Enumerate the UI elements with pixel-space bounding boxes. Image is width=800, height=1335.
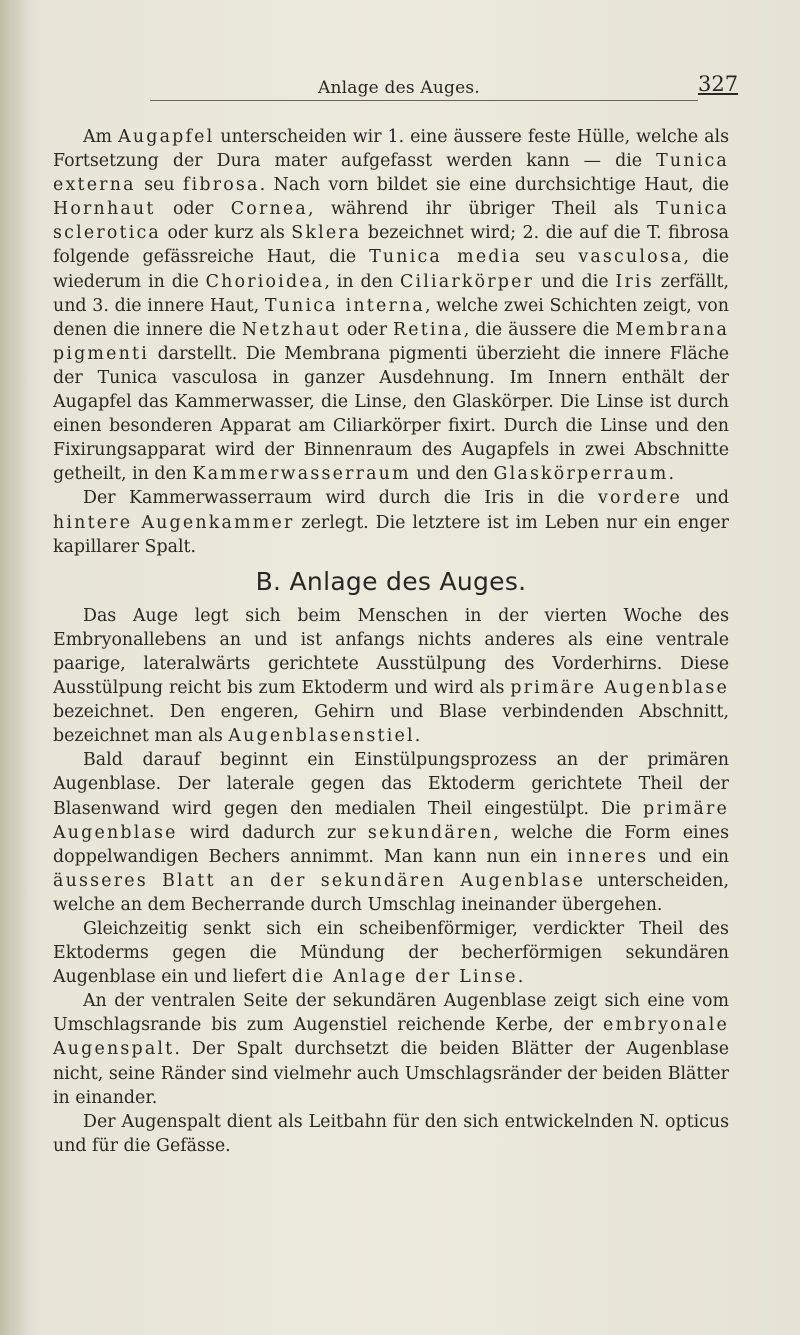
header-rule [150,100,698,101]
spaced-term: äusseres Blatt an der sekundären Augenblase [53,870,586,891]
text-run: oder [155,199,231,220]
spaced-term: vasculosa [578,247,684,268]
text-run: , die wiederum in die [53,247,729,292]
spaced-term: Chorioidea [205,271,325,292]
body-text [53,125,729,1158]
text-run: zerlegt. Die letztere ist im Leben nur ein enger kapillarer Spalt. [53,512,729,557]
text-run: seu [521,247,579,268]
text-run: Der Kammerwasserraum wird durch die Iris in die [83,488,598,509]
spaced-term: Glaskörperraum [493,464,669,485]
text-run: Gleichzeitig senkt sich ein scheibenförmiger, verdickter Theil des Ektoderms gegen die Mündung der becherförmigen sekundären Augenblase ein und liefert [53,919,729,988]
text-run: seu [135,175,183,196]
text-run: Der Augenspalt dient als Leitbahn für den sich entwickelnden N. opticus und für die Gefässe. [53,1111,729,1156]
text-run: , welche zwei Schichten zeigt, von denen die innere die [53,295,729,340]
spaced-term: embryonale Augenspalt [53,1015,729,1060]
paragraph-augenspalt [53,989,729,1109]
text-run: bezeichnet wird; 2. die auf die T. fibrosa folgende gefässreiche Haut, die [53,223,729,268]
spaced-term: Retina [393,319,464,340]
text-run: zerfällt, und 3. die innere Haut, [53,271,730,316]
spaced-term: fibrosa [182,175,260,196]
text-run: oder kurz als [160,223,292,244]
section-heading: B. Anlage des Auges. [255,566,527,596]
text-run: bezeichnet. Den engeren, Gehirn und Blase verbindenden Abschnitt, bezeichnet man als [53,702,729,747]
spaced-term: Cornea [230,199,308,220]
spaced-term: Netzhaut [241,319,341,340]
text-run: . [517,967,524,988]
text-run: , die äussere die [463,319,616,340]
text-run: . [668,464,675,485]
text-run: , welche die Form eines doppelwandigen Bechers annimmt. Man kann nun ein [53,822,729,867]
paragraph-embryonal-origin [53,604,729,749]
spaced-term: Hornhaut [53,199,156,220]
text-run: Das Auge legt sich beim Menschen in der vierten Woche des Embryonallebens an und ist anfangs nichts anderes als eine ventrale paarige, lateralwärts gerichtete Ausstülpung des Vorderhirns. Diese Ausstülpung reicht bis zum Ektoderm und wird als [53,605,729,699]
text-run: und die [534,271,616,292]
text-run: , in den [324,271,400,292]
text-run: An der ventralen Seite der sekundären Augenblase zeigt sich eine vom Umschlagsrande bis zum Augenstiel reichende Kerbe, der [53,991,729,1036]
paragraph-augapfel-layers [53,125,729,486]
text-run: darstellt. Die Membrana pigmenti überzieht die innere Fläche der Tunica vasculosa in ganzer Ausdehnung. Im Innern enthält der Augapfel das Kammerwasser, die Linse, den Glaskörper. Die Linse ist durch einen besonderen Apparat am Ciliarkörper fixirt. Durch die Linse und den Fixirungsapparat wird der Binnenraum des Augapfels in zwei Abschnitte getheilt, in den [53,343,729,485]
spaced-term: Kammerwasserraum [192,464,411,485]
text-run: Bald darauf beginnt ein Einstülpungsprozess an der primären Augenblase. Der laterale gegen das Ektoderm gerichtete Theil der Blasenwand wird gegen den medialen Theil eingestülpt. Die [53,750,729,819]
text-run: , während ihr übriger Theil als [307,199,657,220]
text-run: . [414,726,421,747]
spaced-term: die Anlage der Linse [291,967,518,988]
spaced-term: inneres [567,846,649,867]
paragraph-leitbahn [53,1110,729,1158]
text-run: . Der Spalt durchsetzt die beiden Blätter der Augenblase nicht, seine Ränder sind vielmehr auch Umschlagsränder der beiden Blätter in einander. [53,1039,729,1108]
paragraph-einstuelpung [53,748,729,917]
text-run: . Nach vorn bildet sie eine durchsichtige Haut, die [259,175,729,196]
text-run: unterscheiden, welche an dem Becherrande durch Umschlag ineinander übergehen. [53,870,729,915]
paragraph-linse [53,917,729,989]
text-run: oder [340,319,394,340]
spaced-term: hintere Augenkammer [53,512,295,533]
spaced-term: Iris [615,271,654,292]
spaced-term: Membrana pigmenti [53,319,730,364]
spine-shadow [0,0,30,1335]
text-run: und ein [648,846,729,867]
spaced-term: Tunica sclerotica [53,199,729,244]
text-run: wird dadurch zur [177,822,368,843]
text-run: unterscheiden wir 1. eine äussere feste Hülle, welche als Fortsetzung der Dura mater aufgefasst werden kann — die [53,127,730,172]
spaced-term: Tunica interna [264,295,425,316]
text-run: und den [410,464,494,485]
spaced-term: vordere [597,488,683,509]
paragraph-kammerwasserraum [53,486,729,558]
page-number: 327 [698,72,739,96]
spaced-term: Tunica media [369,247,522,268]
spaced-term: Sklera [291,223,362,244]
spaced-term: Augapfel [118,127,215,147]
spaced-term: sekundären [367,822,494,843]
text-run: und [682,488,730,509]
text-run: Am [83,127,119,147]
spaced-term: Ciliarkörper [400,271,535,292]
running-head: Anlage des Auges. [318,78,480,98]
spaced-term: primäre Augenblase [53,798,729,843]
spaced-term: Augenblasenstiel [228,726,415,747]
page-header [0,72,800,108]
spaced-term: Tunica externa [53,151,729,196]
spaced-term: primäre Augenblase [510,678,729,699]
